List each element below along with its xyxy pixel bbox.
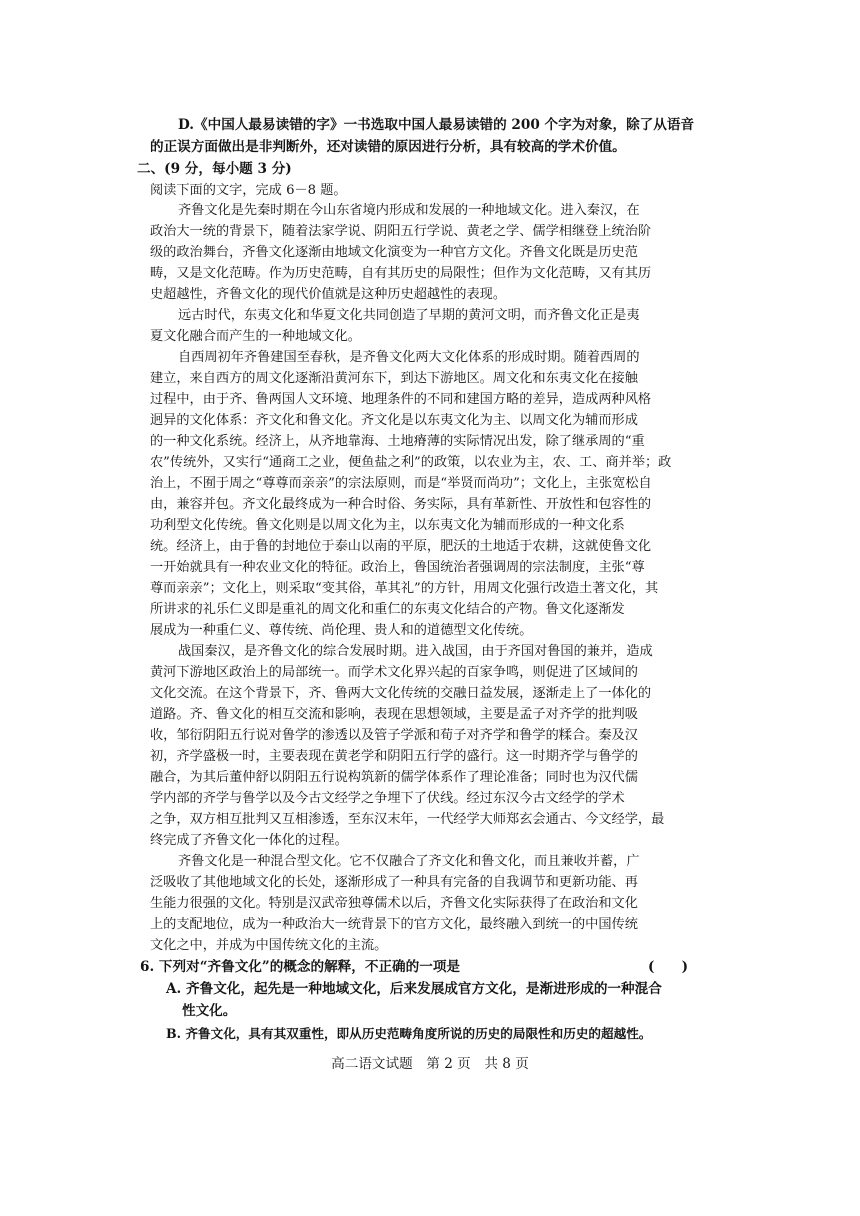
passage-line: 尊而亲亲”；文化上，则采取“变其俗，革其礼”的方针，用周文化强行改造土著文化，其 [150, 581, 659, 596]
passage-line: 战国秦汉，是齐鲁文化的综合发展时期。进入战国，由于齐国对鲁国的兼并，造成 [178, 644, 653, 659]
passage-line: 政治大一统的背景下，随着法家学说、阴阳五行学说、黄老之学、儒学相继登上统治阶 [150, 224, 652, 239]
reading-instruction: 阅读下面的文字，完成 6－8 题。 [150, 183, 347, 198]
passage-line: 收，邹衍阴阳五行说对鲁学的渗透以及管子学派和荀子对齐学和鲁学的糅合。秦及汉 [150, 728, 638, 743]
passage-line: 远古时代，东夷文化和华夏文化共同创造了早期的黄河文明，而齐鲁文化正是夷 [178, 308, 640, 323]
question-6-stem: 6. 下列对“齐鲁文化”的概念的解释，不正确的一项是 [140, 959, 461, 975]
passage-line: 统。经济上，由于鲁的封地位于泰山以南的平原，肥沃的土地适于农耕，这就使鲁文化 [150, 539, 652, 554]
passage-line: 所讲求的礼乐仁义即是重礼的周文化和重仁的东夷文化结合的产物。鲁文化逐渐发 [150, 602, 625, 617]
passage-line: 文化之中，并成为中国传统文化的主流。 [150, 938, 388, 953]
passage-line: 展成为一种重仁义、尊传统、尚伦理、贵人和的道德型文化传统。 [150, 623, 533, 638]
passage-line: 学内部的齐学与鲁学以及今古文经学之争埋下了伏线。经过东汉今古文经学的学术 [150, 791, 625, 806]
passage-line: 农”传统外，又实行“通商工之业，便鱼盐之利”的政策，以农业为主，农、工、商并举；政 [150, 455, 672, 470]
option-d-line-1: D.《中国人最易读错的字》一书选取中国人最易读错的 200 个字为对象，除了从语音 [178, 117, 695, 133]
passage-line: 之争，双方相互批判又互相渗透，至东汉末年，一代经学大师郑玄会通古、今文经学，最 [150, 812, 665, 827]
passage-line: 初，齐学盛极一时，主要表现在黄老学和阴阳五行学的盛行。这一时期齐学与鲁学的 [150, 749, 638, 764]
passage-line: 齐鲁文化是先秦时期在今山东省境内形成和发展的一种地域文化。进入秦汉，在 [178, 203, 640, 218]
passage-line: 融合，为其后董仲舒以阴阳五行说构筑新的儒学体系作了理论准备；同时也为汉代儒 [150, 770, 638, 785]
passage-line: 道路。齐、鲁文化的相互交流和影响，表现在思想领域，主要是孟子对齐学的批判吸 [150, 707, 638, 722]
option-b: B. 齐鲁文化，具有其双重性，即从历史范畴角度所说的历史的局限性和历史的超越性。 [166, 1026, 652, 1041]
passage-line: 治上，不囿于周之“尊尊而亲亲”的宗法原则，而是“举贤而尚功”；文化上，主张宽松自 [150, 476, 652, 491]
passage-line: 一开始就具有一种农业文化的特征。政治上，鲁国统治者强调周的宗法制度，主张“尊 [150, 560, 645, 575]
option-a-line-2: 性文化。 [182, 1003, 237, 1019]
passage-line: 终完成了齐鲁文化一体化的过程。 [150, 833, 348, 848]
passage-line: 上的支配地位，成为一种政治大一统背景下的官方文化，最终融入到统一的中国传统 [150, 917, 638, 932]
passage-line: 文化交流。在这个背景下，齐、鲁两大文化传统的交融日益发展，逐渐走上了一体化的 [150, 686, 652, 701]
passage-line: 级的政治舞台，齐鲁文化逐渐由地域文化演变为一种官方文化。齐鲁文化既是历史范 [150, 245, 638, 260]
passage-line: 夏文化融合而产生的一种地域文化。 [150, 329, 361, 344]
passage-line: 自西周初年齐鲁建国至春秋，是齐鲁文化两大文化体系的形成时期。随着西周的 [178, 350, 640, 365]
passage-line: 建立，来自西方的周文化逐渐沿黄河东下，到达下游地区。周文化和东夷文化在接触 [150, 371, 638, 386]
answer-blank: ( ) [648, 959, 689, 975]
passage-line: 生能力很强的文化。特别是汉武帝独尊儒术以后，齐鲁文化实际获得了在政治和文化 [150, 896, 638, 911]
passage-line: 由，兼容并包。齐文化最终成为一种合时俗、务实际，具有革新性、开放性和包容性的 [150, 497, 652, 512]
section-heading: 二、(9 分，每小题 3 分) [137, 161, 292, 177]
passage-line: 迥异的文化体系：齐文化和鲁文化。齐文化是以东夷文化为主、以周文化为辅而形成 [150, 413, 638, 428]
option-a-line-1: A. 齐鲁文化，起先是一种地域文化，后来发展成官方文化，是渐进形成的一种混合 [166, 981, 662, 997]
passage-line: 齐鲁文化是一种混合型文化。它不仅融合了齐文化和鲁文化，而且兼收并蓄，广 [178, 854, 640, 869]
page-footer: 高二语文试题 第 2 页 共 8 页 [331, 1056, 529, 1072]
passage-line: 史超越性，齐鲁文化的现代价值就是这种历史超越性的表现。 [150, 287, 507, 302]
passage-line: 畴，又是文化范畴。作为历史范畴，自有其历史的局限性；但作为文化范畴，又有其历 [150, 266, 652, 281]
passage-line: 黄河下游地区政治上的局部统一。而学术文化界兴起的百家争鸣，则促进了区域间的 [150, 665, 638, 680]
passage-line: 过程中，由于齐、鲁两国人文环境、地理条件的不同和建国方略的差异，造成两种风格 [150, 392, 652, 407]
passage-line: 泛吸收了其他地域文化的长处，逐渐形成了一种具有完备的自我调节和更新功能、再 [150, 875, 638, 890]
option-d-line-2: 的正误方面做出是非判断外，还对读错的原因进行分析，具有较高的学术价值。 [150, 139, 626, 155]
passage-line: 功利型文化传统。鲁文化则是以周文化为主，以东夷文化为辅而形成的一种文化系 [150, 518, 625, 533]
passage-line: 的一种文化系统。经济上，从齐地靠海、土地瘠薄的实际情况出发，除了继承周的“重 [150, 434, 645, 449]
